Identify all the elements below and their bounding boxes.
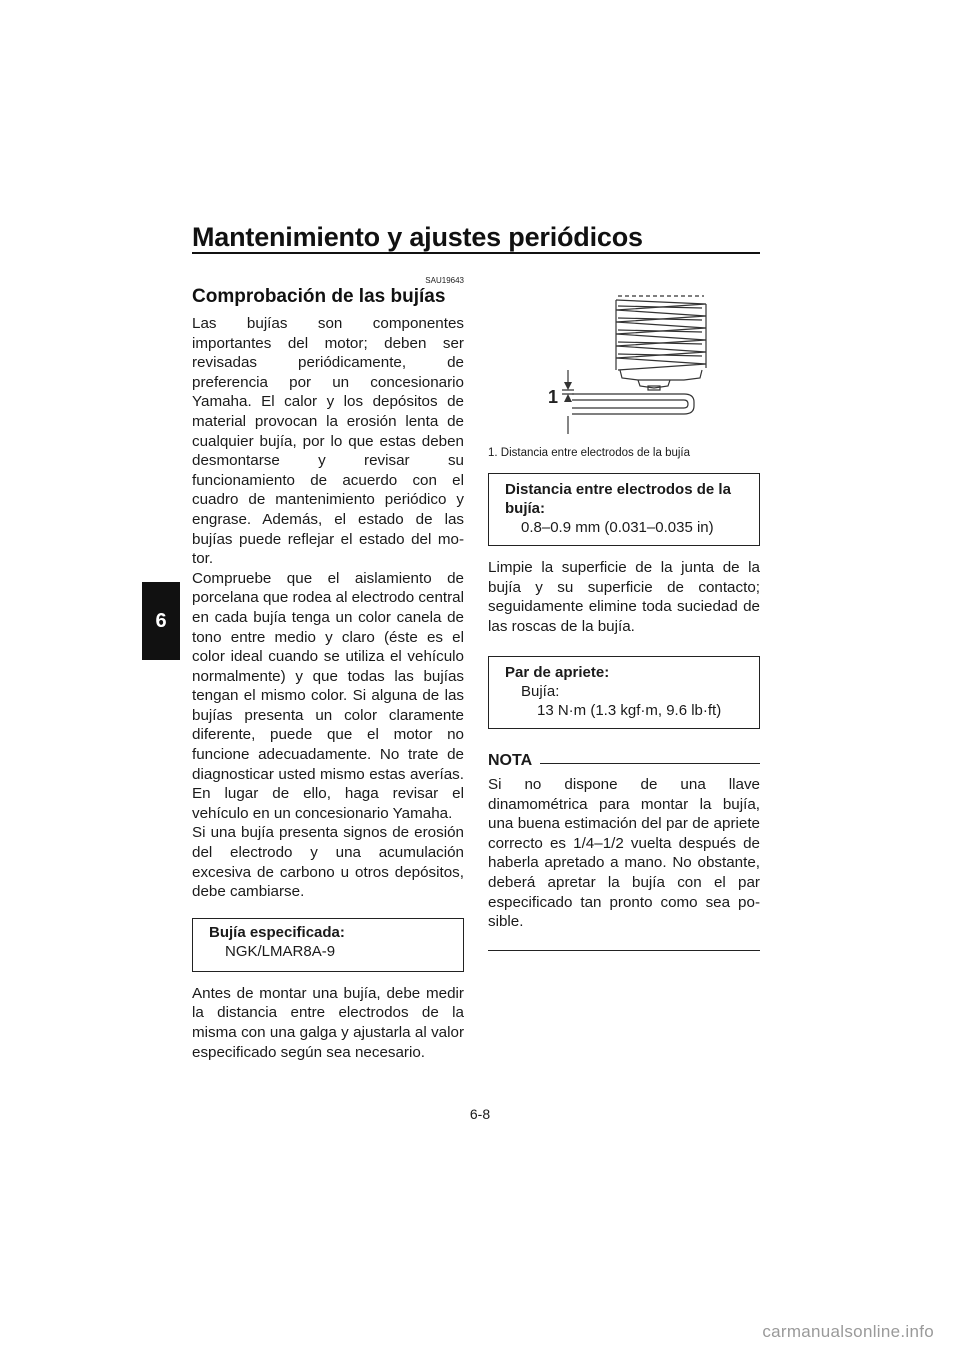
spec-label: Par de apriete: bbox=[505, 664, 610, 682]
spark-plug-gap-illustration bbox=[488, 290, 760, 440]
right-column bbox=[488, 290, 760, 951]
document-code: SAU19643 bbox=[425, 276, 464, 285]
paragraph: Antes de montar una bujía, debe medir la distancia entre electrodos de la misma con una galga y ajustarla al valor especificado según sea necesario. bbox=[192, 984, 464, 1061]
callout-number: 1 bbox=[548, 387, 559, 407]
spec-value: NGK/LMAR8A-9 bbox=[225, 942, 336, 960]
page-title: Mantenimiento y ajustes periódicos bbox=[192, 222, 643, 252]
note-text: Si no dispone de una llave dinamométrica para montar la bujía, una buena estimación del par de apriete correcto es 1/4–1/2 vuelta después de haberla apretado a mano. No obstante, deberá apretar la bujía con el par especificado tan pronto como sea posible. bbox=[488, 775, 760, 931]
note-heading bbox=[488, 751, 760, 771]
note-rule bbox=[540, 763, 760, 764]
spark-plug-figure bbox=[488, 290, 760, 440]
spec-item: Bujía: bbox=[521, 683, 560, 701]
chapter-tab: 6 bbox=[142, 582, 180, 660]
note-label: NOTA bbox=[488, 752, 533, 770]
spec-label: Bujía especificada: bbox=[209, 923, 345, 941]
gap-spec-box bbox=[488, 473, 760, 546]
note-end-rule bbox=[488, 950, 760, 951]
spark-plug-spec-box bbox=[192, 918, 464, 972]
paragraph: Las bujías son componentes importantes del motor; deben ser revisadas periódicamente, de preferencia por un concesionario Yamaha. El calor y los depósitos de material provocan la erosión lenta de cualquier bujía, por lo que estas deben desmontarse y revisar su funcionamiento de acuerdo con el cuadro de mantenimiento periódico y engrase. Además, el estado de las bujías puede reflejar el estado del motor. bbox=[192, 315, 464, 568]
watermark: carmanualsonline.info bbox=[762, 1322, 934, 1341]
paragraph: Limpie la superficie de la junta de la bujía y su superficie de contacto; seguidamente elimine toda suciedad de las roscas de la bujía. bbox=[488, 559, 760, 635]
section-title: Comprobación de las bujías bbox=[192, 286, 446, 307]
figure-caption: 1. Distancia entre electrodos de la bujía bbox=[488, 447, 691, 459]
page-number: 6-8 bbox=[469, 1106, 491, 1122]
left-column bbox=[192, 276, 464, 1062]
spec-value: 13 N·m (1.3 kgf·m, 9.6 lb·ft) bbox=[537, 702, 722, 720]
paragraph: Si una bujía presenta signos de erosión del electrodo y una acumulación excesiva de carbono u otros depósitos, debe cambiarse. bbox=[192, 824, 464, 901]
spec-value: 0.8–0.9 mm (0.031–0.035 in) bbox=[521, 519, 714, 536]
title-rule bbox=[192, 252, 760, 254]
spec-label: Distancia entre electrodos de la bujía: bbox=[505, 481, 731, 517]
torque-spec-box bbox=[488, 656, 760, 729]
paragraph: Compruebe que el aislamiento de porcelana que rodea al electrodo central en cada bujía tenga un color canela de tono entre medio y claro (éste es el color ideal cuando se utiliza el vehículo normalmente) y que todas las bujías tengan el mismo color. Si alguna de las bujías presenta un color claramente diferente, puede que el motor no funcione adecuadamente. No trate de diagnosticar usted mismo estas averías. En lugar de ello, haga revisar el vehículo en un concesionario Yamaha. bbox=[192, 569, 464, 822]
